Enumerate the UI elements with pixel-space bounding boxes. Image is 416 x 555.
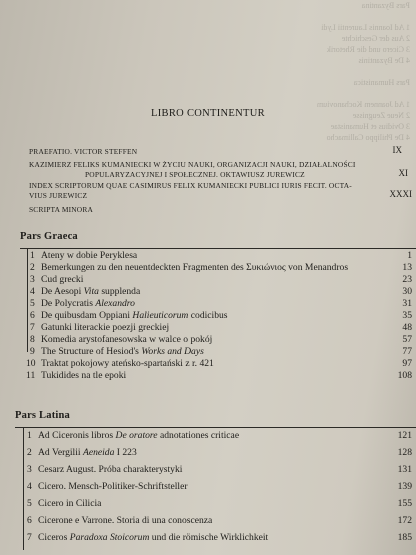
entry-title-italic: Paradoxa Stoicorum [69, 532, 150, 543]
entry-title-italic: Halieuticorum [132, 310, 189, 321]
entry-title-tail: und die römische Wirklichkeit [149, 532, 269, 543]
entry-page: 31 [402, 298, 412, 309]
entry-title-tail: adnotationes criticae [157, 430, 240, 441]
entry-title-italic: Aeneida [82, 447, 115, 458]
entry-title: Ad Ciceronis libros [38, 430, 116, 441]
show-through-text: Pars Byzantina 1 Ad Ioannis Laurentii Lydi 2 Aus der Geschichte 3 Cicero und die Rhetorik 4 De Byzantinis Pars Humanistica 1 Ad Joannem Kochanovium 2 Neue Zeugnisse 3 Ovidius et Humanistae 4 De Philippo Callimacho [316, 1, 410, 142]
entry-title: Ateny w dobie Peryklesa [41, 250, 138, 261]
entry-title: Bemerkungen zu den neuentdeckten Fragmenten des [41, 262, 247, 273]
entry-number: 7 [30, 322, 35, 333]
entry-page: 155 [397, 498, 412, 509]
entry-page: 30 [402, 286, 412, 297]
section-title-graeca: Pars Graeca [20, 231, 78, 242]
entry-title: Ad Vergilii [38, 447, 83, 458]
entry-number: 2 [27, 447, 32, 458]
toc-entry [26, 358, 416, 370]
entry-title-greek: Συκιώνιος [246, 262, 286, 273]
toc-entry [30, 310, 416, 322]
toc-entry [27, 481, 413, 493]
entry-title: Cesarz August. Próba charakterystyki [38, 464, 183, 475]
toc-entry [30, 250, 416, 262]
entry-title-italic: Vita [83, 286, 99, 297]
entry-title: Tukidides na tle epoki [41, 370, 127, 381]
entry-page: 77 [402, 346, 412, 357]
entry-number: 2 [30, 262, 35, 273]
front-index-line2: VIUS JUREWICZ [29, 191, 88, 200]
entry-page: 172 [397, 515, 412, 526]
contents-heading: LIBRO CONTINENTUR [151, 108, 265, 119]
toc-entry [30, 286, 416, 298]
entry-number: 5 [30, 298, 35, 309]
entry-number: 8 [30, 334, 35, 345]
entry-page: 13 [402, 262, 412, 273]
entry-number: 6 [27, 515, 32, 526]
entry-number: 7 [27, 532, 32, 543]
front-kumaniecki-line1: KAZIMIERZ FELIKS KUMANIECKI W ŻYCIU NAUKI, ORGANIZACJI NAUKI, DZIAŁALNOŚCI [29, 160, 356, 169]
entry-title-italic: De oratore [115, 430, 158, 441]
toc-entry [30, 274, 416, 286]
entry-title: Cicerone e Varrone. Storia di una conoscenza [38, 515, 213, 526]
entry-title: Cicero in Cilicia [38, 498, 102, 509]
entry-title-tail: I 223 [114, 447, 137, 458]
toc-entry [27, 532, 413, 544]
front-kumaniecki-page: XI [398, 168, 408, 178]
section-rule-latina [15, 427, 416, 428]
entry-page: 35 [402, 310, 412, 321]
front-praefatio-line1: PRAEFATIO. VICTOR STEFFEN [29, 147, 138, 156]
front-index-page: XXXI [389, 189, 412, 199]
entry-number: 5 [27, 498, 32, 509]
entry-page: 48 [402, 322, 412, 333]
front-praefatio-page: IX [392, 145, 402, 155]
section-rule-graeca [20, 248, 416, 249]
entry-title: De quibusdam Oppiani [41, 310, 133, 321]
entry-title: Cicero. Mensch-Politiker-Schriftsteller [38, 481, 188, 492]
entry-title-tail: codicibus [188, 310, 228, 321]
entry-page: 97 [402, 358, 412, 369]
entry-number: 9 [30, 346, 35, 357]
entry-title: Ciceros [38, 532, 70, 543]
section-margin-latina [23, 428, 24, 550]
entry-title: The Structure of Hesiod's [41, 346, 142, 357]
entry-number: 6 [30, 310, 35, 321]
toc-entry [30, 298, 416, 310]
entry-number: 11 [26, 370, 36, 381]
entry-title-italic: Works and Days [141, 346, 204, 357]
entry-number: 3 [27, 464, 32, 475]
entry-title: Cud grecki [41, 274, 84, 285]
entry-page: 108 [397, 370, 412, 381]
entry-title-tail: supplenda [98, 286, 141, 297]
entry-title: De Polycratis [41, 298, 96, 309]
toc-entry [30, 262, 416, 274]
entry-number: 10 [26, 358, 36, 369]
toc-entry [30, 334, 416, 346]
toc-entry [30, 346, 416, 358]
front-kumaniecki-line2: POPULARYZACYJNEJ I SPOŁECZNEJ. OKTAWIUSZ JUREWICZ [85, 170, 305, 179]
entry-title: Gatunki literackie poezji greckiej [41, 322, 170, 333]
toc-entry [27, 498, 413, 510]
entry-number: 1 [30, 250, 35, 261]
entry-title-tail: von Menandros [285, 262, 349, 273]
front-index-line1: INDEX SCRIPTORUM QUAE CASIMIRUS FELIX KUMANIECKI PUBLICI IURIS FECIT. OCTA- [29, 181, 352, 190]
entry-page: 1 [407, 250, 412, 261]
toc-entry [27, 515, 413, 527]
entry-page: 23 [402, 274, 412, 285]
toc-entry [27, 430, 413, 442]
entry-number: 4 [27, 481, 32, 492]
toc-entry [27, 464, 413, 476]
entry-page: 131 [397, 464, 412, 475]
entry-number: 1 [27, 430, 32, 441]
toc-entry [30, 322, 416, 334]
entry-page: 57 [402, 334, 412, 345]
entry-page: 121 [397, 430, 412, 441]
entry-number: 4 [30, 286, 35, 297]
entry-title: Komedia arystofanesowska w walce o pokój [41, 334, 213, 345]
toc-entry [27, 447, 413, 459]
entry-title: De Aesopi [41, 286, 84, 297]
entry-number: 3 [30, 274, 35, 285]
entry-page: 128 [397, 447, 412, 458]
scripta-minora-label: SCRIPTA MINORA [29, 205, 94, 214]
entry-page: 185 [397, 532, 412, 543]
section-title-latina: Pars Latina [15, 410, 70, 421]
entry-page: 139 [397, 481, 412, 492]
toc-entry [26, 370, 416, 382]
section-margin-graeca [27, 249, 28, 352]
entry-title: Traktat pokojowy ateńsko-spartański z r. 421 [41, 358, 214, 369]
entry-title-italic: Alexandro [95, 298, 135, 309]
